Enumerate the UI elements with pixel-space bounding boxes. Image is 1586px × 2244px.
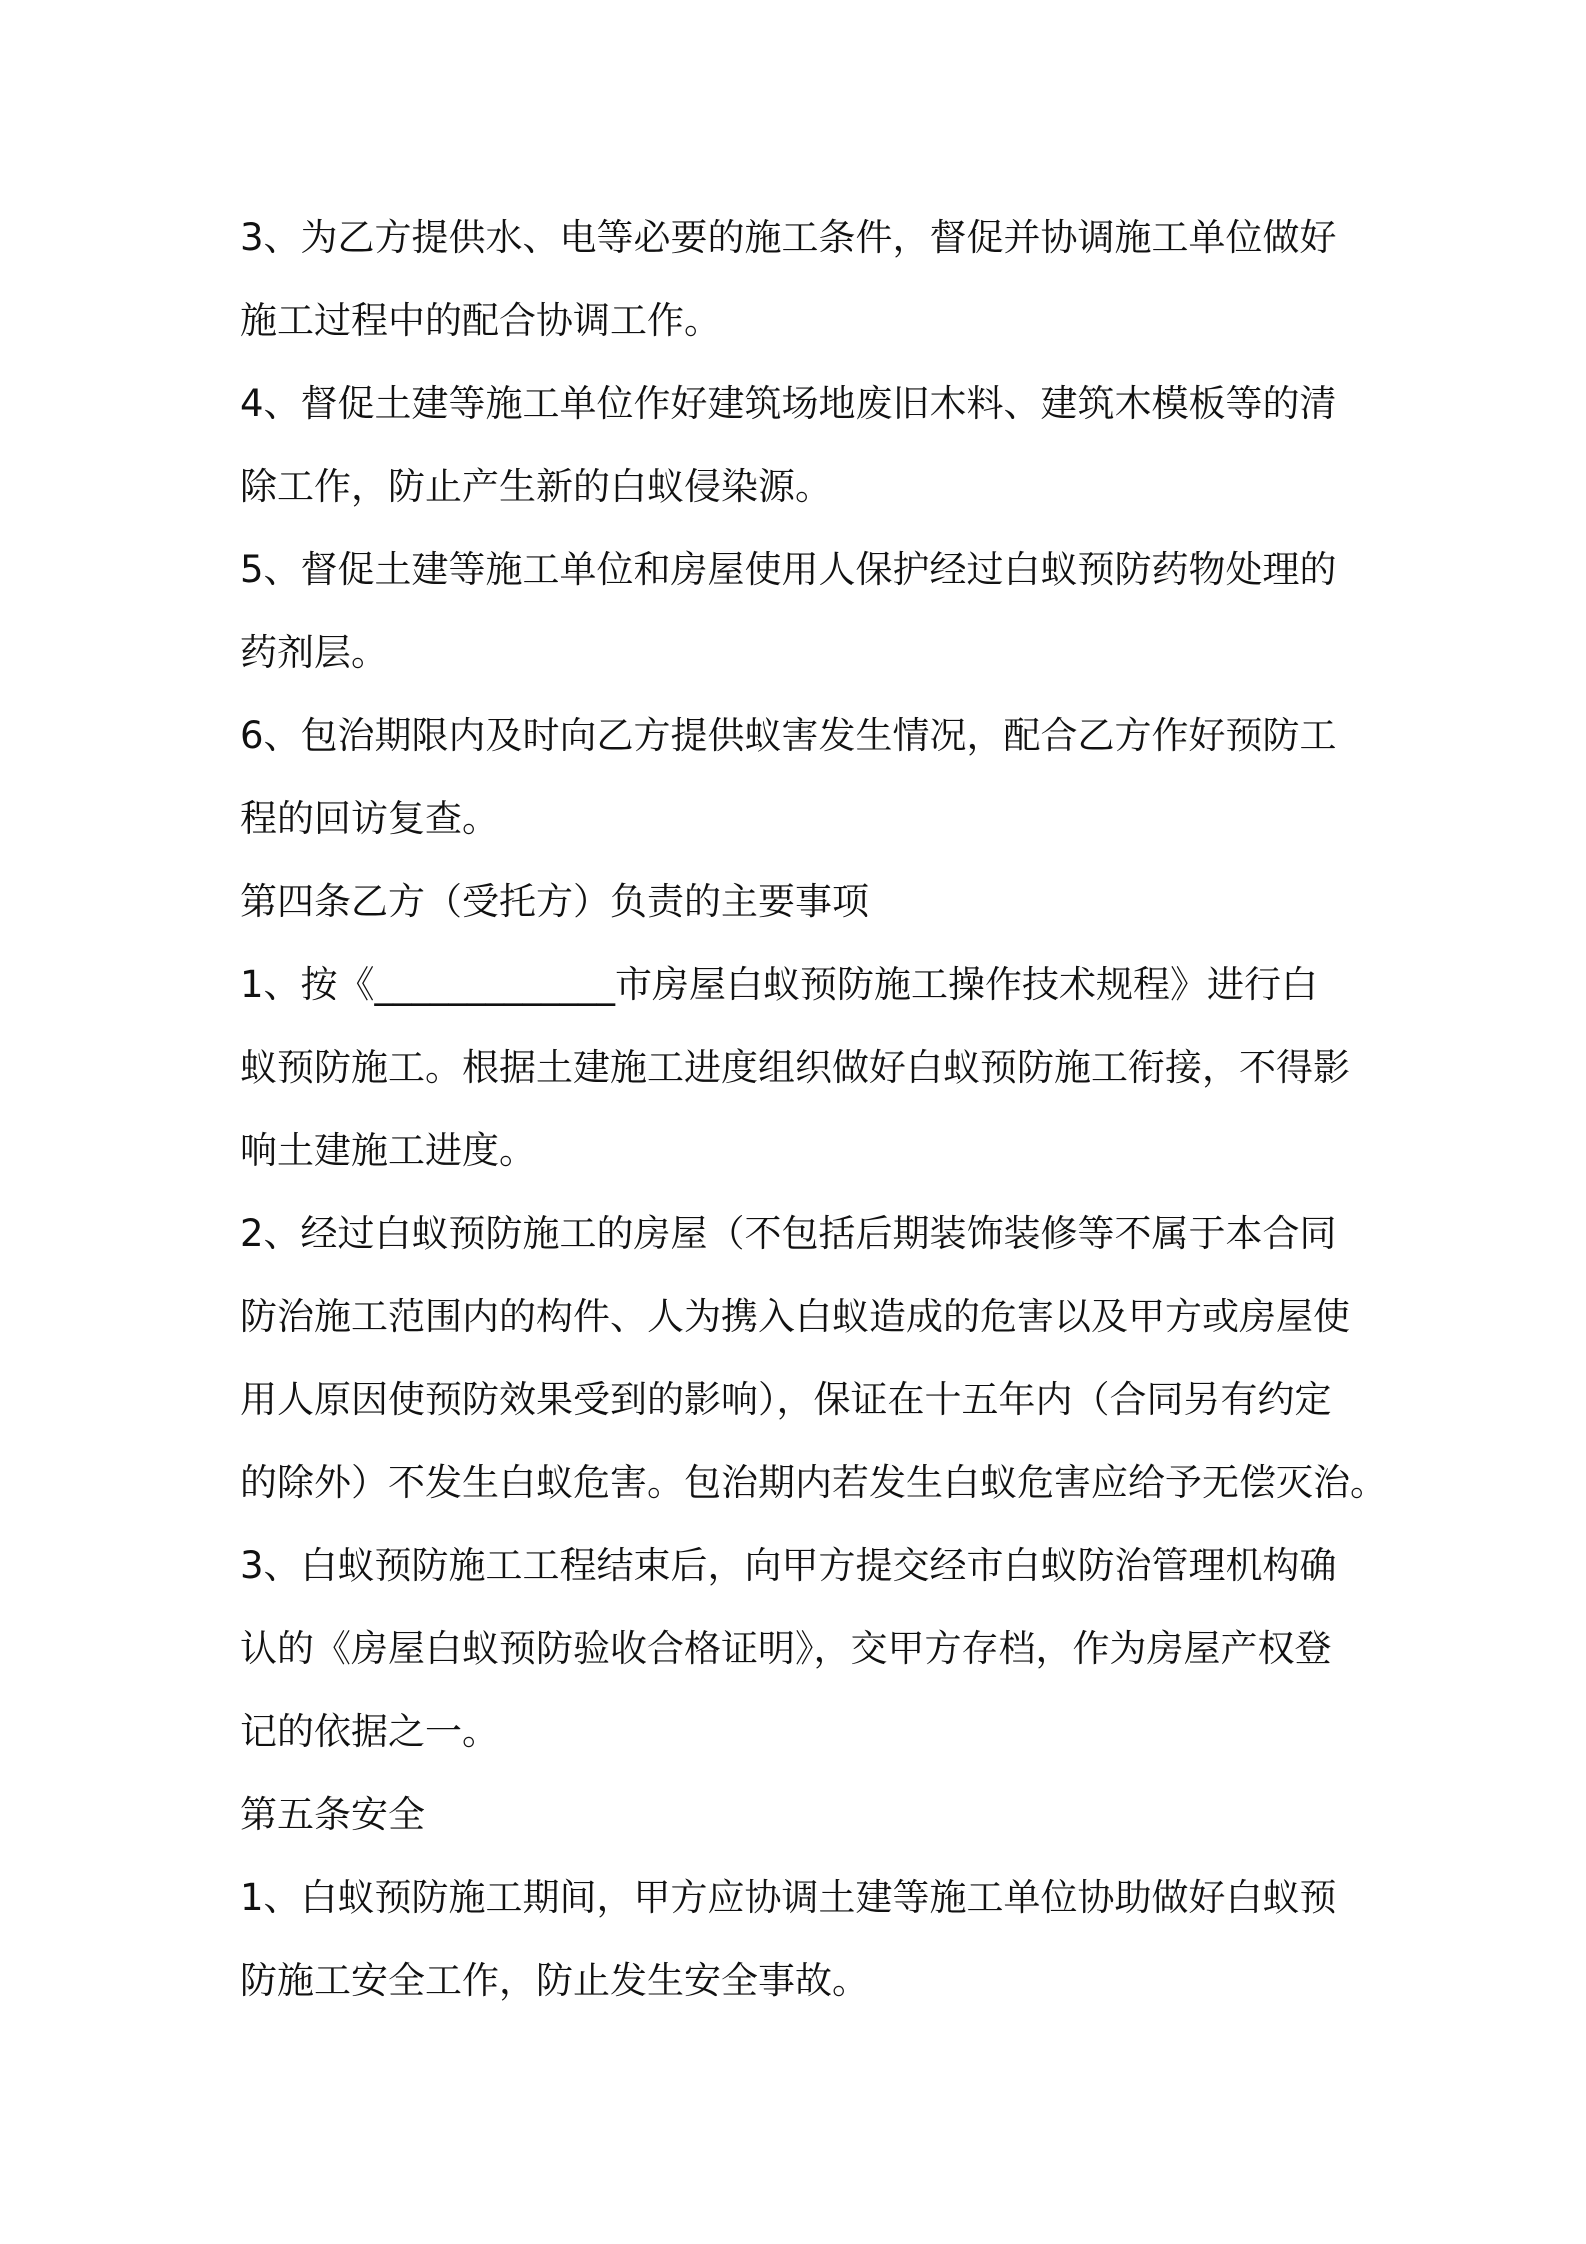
text-line: 2、经过白蚁预防施工的房屋（不包括后期装饰装修等不属于本合同 (240, 1212, 1337, 1255)
text-line: 药剂层。 (240, 631, 388, 674)
text-line: 3、白蚁预防施工工程结束后，向甲方提交经市白蚁防治管理机构确 (240, 1544, 1337, 1587)
text-line: 防施工安全工作，防止发生安全事故。 (240, 1959, 869, 2002)
text-line: 蚁预防施工。根据土建施工进度组织做好白蚁预防施工衔接，不得影 (240, 1046, 1350, 1089)
text-line: 防治施工范围内的构件、人为携入白蚁造成的危害以及甲方或房屋使 (240, 1295, 1350, 1338)
text-line: 3、为乙方提供水、电等必要的施工条件，督促并协调施工单位做好 (240, 216, 1337, 259)
text-line: 1、按《_____________市房屋白蚁预防施工操作技术规程》进行白 (240, 963, 1319, 1006)
text-line: 1、白蚁预防施工期间，甲方应协调土建等施工单位协助做好白蚁预 (240, 1876, 1337, 1919)
text-line: 5、督促土建等施工单位和房屋使用人保护经过白蚁预防药物处理的 (240, 548, 1337, 591)
text-line: 6、包治期限内及时向乙方提供蚁害发生情况，配合乙方作好预防工 (240, 714, 1337, 757)
section-heading: 第四条乙方（受托方）负责的主要事项 (240, 880, 869, 923)
text-line: 响土建施工进度。 (240, 1129, 536, 1172)
document-body (240, 196, 1387, 2022)
text-line: 记的依据之一。 (240, 1710, 499, 1753)
text-line: 除工作，防止产生新的白蚁侵染源。 (240, 465, 832, 508)
text-line: 用人原因使预防效果受到的影响），保证在十五年内（合同另有约定 (240, 1378, 1332, 1421)
text-line: 4、督促土建等施工单位作好建筑场地废旧木料、建筑木模板等的清 (240, 382, 1337, 425)
section-heading: 第五条安全 (240, 1793, 425, 1836)
text-line: 施工过程中的配合协调工作。 (240, 299, 721, 342)
text-line: 认的《房屋白蚁预防验收合格证明》，交甲方存档，作为房屋产权登 (240, 1627, 1332, 1670)
text-line: 程的回访复查。 (240, 797, 499, 840)
text-line: 的除外）不发生白蚁危害。包治期内若发生白蚁危害应给予无偿灭治。 (240, 1461, 1387, 1504)
